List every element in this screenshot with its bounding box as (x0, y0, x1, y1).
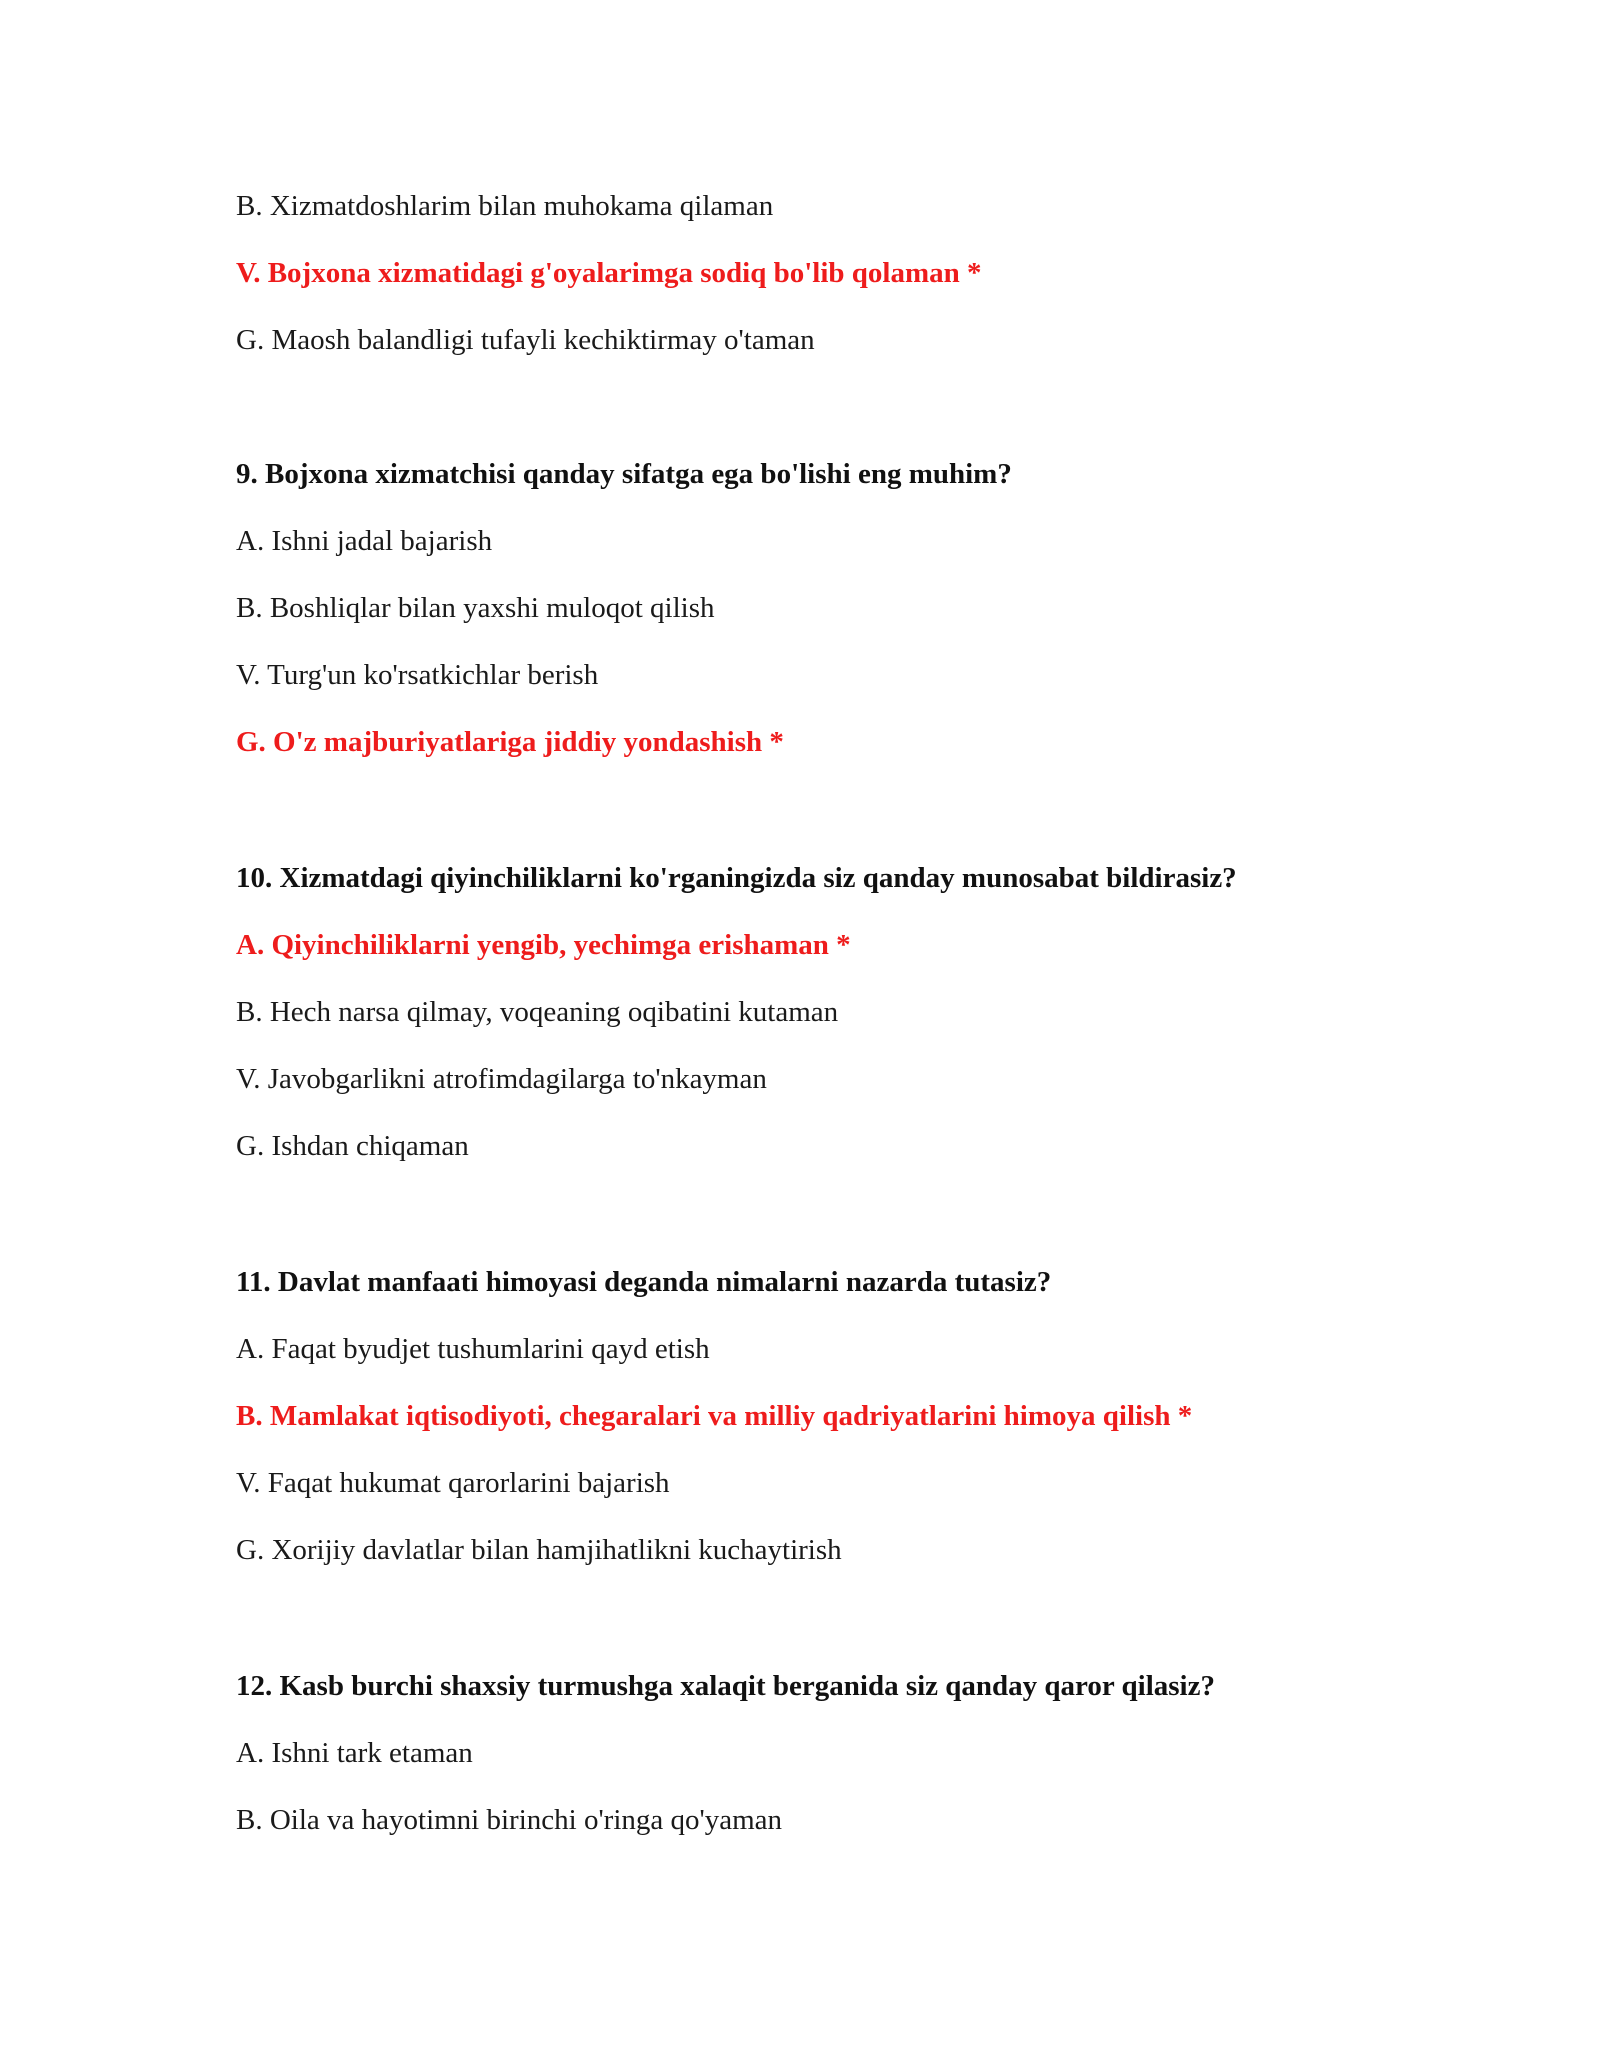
answer-option-correct: V. Bojxona xizmatidagi g'oyalarimga sodiq bo'lib qolaman * (236, 257, 982, 289)
answer-option: V. Javobgarlikni atrofimdagilarga to'nkayman (236, 1063, 767, 1095)
answer-option: A. Ishni jadal bajarish (236, 525, 493, 557)
answer-option: G. Ishdan chiqaman (236, 1130, 469, 1162)
answer-option: V. Faqat hukumat qarorlarini bajarish (236, 1467, 670, 1499)
answer-option-correct: B. Mamlakat iqtisodiyoti, chegaralari va milliy qadriyatlarini himoya qilish * (236, 1400, 1193, 1432)
answer-option: B. Hech narsa qilmay, voqeaning oqibatini kutaman (236, 996, 839, 1028)
answer-option: A. Faqat byudjet tushumlarini qayd etish (236, 1333, 710, 1365)
question-10-title: 10. Xizmatdagi qiyinchiliklarni ko'rganingizda siz qanday munosabat bildirasiz? (236, 862, 1237, 894)
answer-option: A. Ishni tark etaman (236, 1737, 473, 1769)
answer-option: G. Maosh balandligi tufayli kechiktirmay o'taman (236, 324, 815, 356)
question-9-title: 9. Bojxona xizmatchisi qanday sifatga ega bo'lishi eng muhim? (236, 458, 1012, 490)
answer-option: B. Oila va hayotimni birinchi o'ringa qo'yaman (236, 1804, 783, 1836)
answer-option: V. Turg'un ko'rsatkichlar berish (236, 659, 599, 691)
question-12-title: 12. Kasb burchi shaxsiy turmushga xalaqit berganida siz qanday qaror qilasiz? (236, 1670, 1215, 1702)
question-11-title: 11. Davlat manfaati himoyasi deganda nimalarni nazarda tutasiz? (236, 1266, 1052, 1298)
answer-option: B. Xizmatdoshlarim bilan muhokama qilaman (236, 190, 774, 222)
answer-option: G. Xorijiy davlatlar bilan hamjihatlikni kuchaytirish (236, 1534, 842, 1566)
answer-option-correct: G. O'z majburiyatlariga jiddiy yondashish * (236, 726, 784, 758)
answer-option: B. Boshliqlar bilan yaxshi muloqot qilish (236, 592, 715, 624)
answer-option-correct: A. Qiyinchiliklarni yengib, yechimga erishaman * (236, 929, 851, 961)
